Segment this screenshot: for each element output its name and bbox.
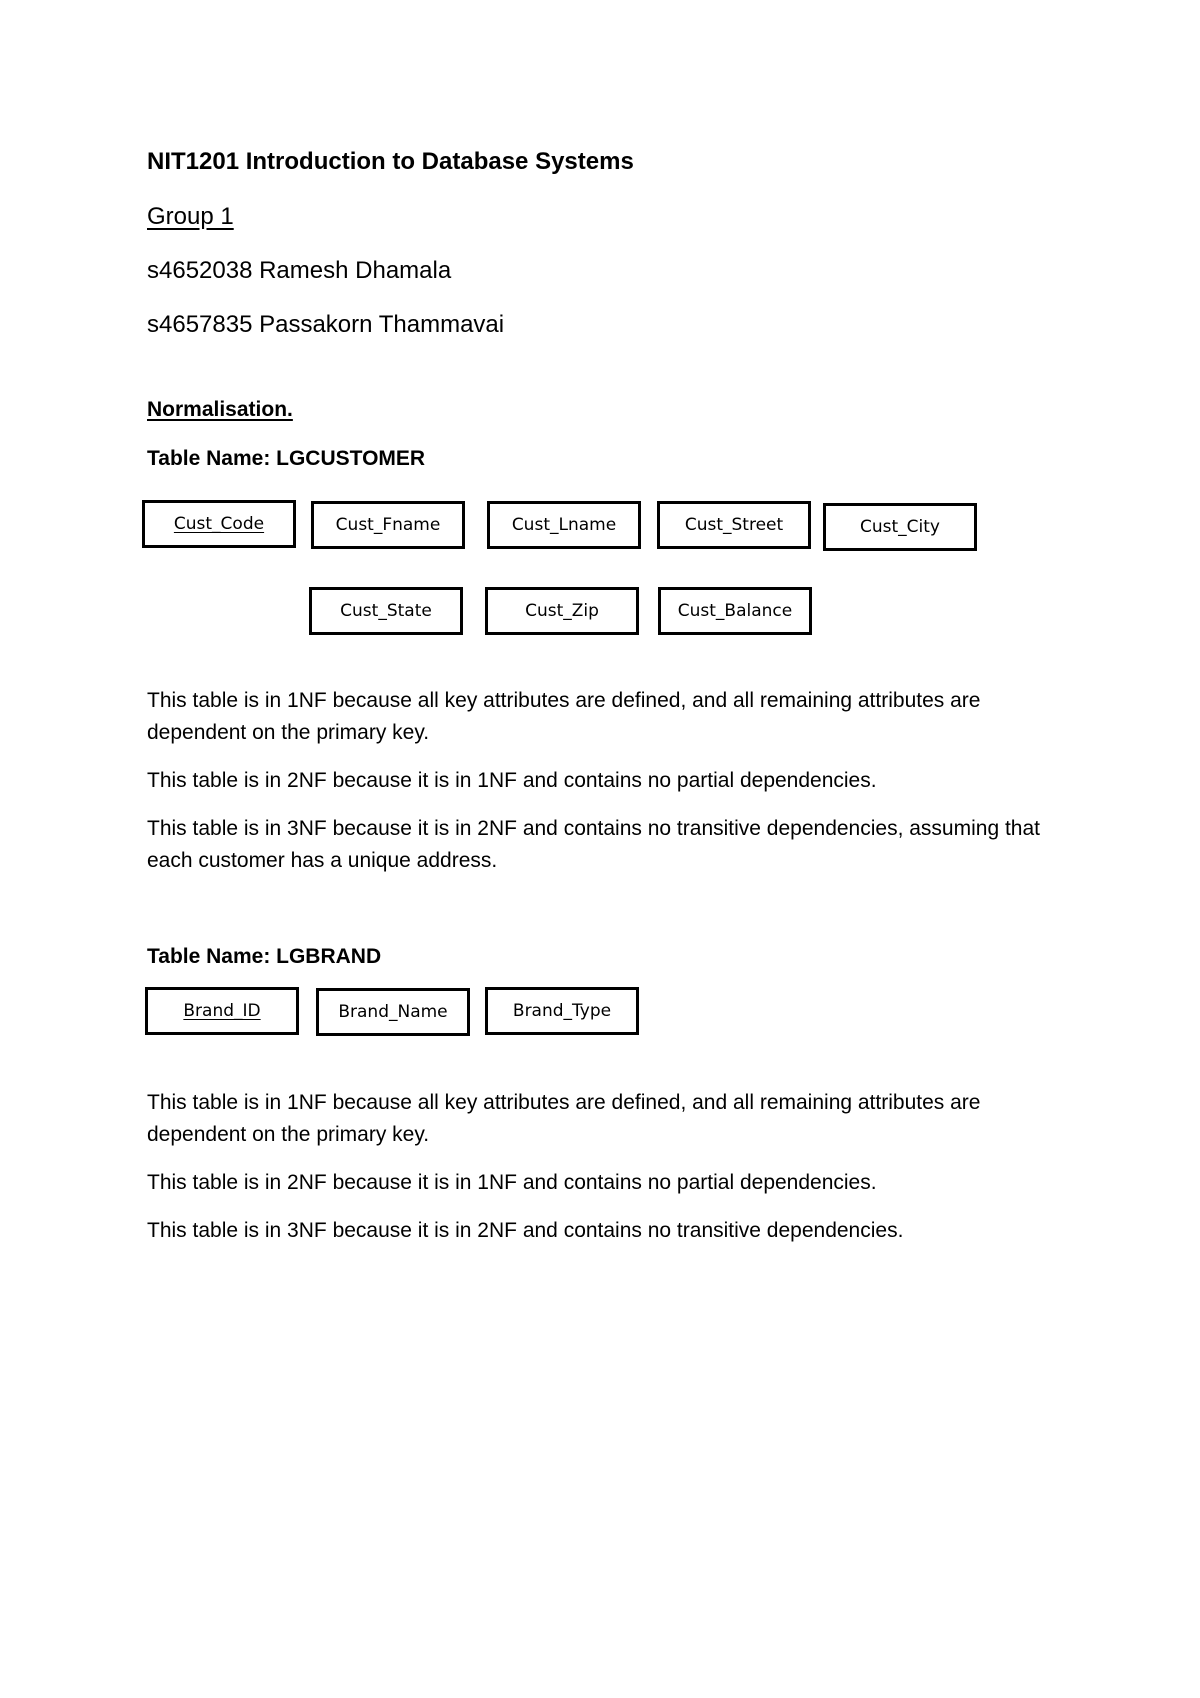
lgbrand-3nf-paragraph: This table is in 3NF because it is in 2NF and contains no transitive dependencies.: [147, 1219, 904, 1242]
attribute-label: Cust_State: [340, 601, 432, 621]
attribute-box-cust-fname: [311, 501, 465, 549]
table-name-lgcustomer: Table Name: LGCUSTOMER: [147, 447, 426, 470]
course-title: NIT1201 Introduction to Database Systems: [147, 148, 634, 175]
attribute-label: Cust_Zip: [525, 601, 599, 621]
attribute-box-cust-city: [823, 503, 977, 551]
lgbrand-1nf-paragraph: This table is in 1NF because all key attributes are defined, and all remaining attributes are dependent on the primary key.: [147, 1091, 981, 1146]
attribute-label: Cust_Street: [684, 515, 784, 535]
attribute-label: Cust_Code: [173, 514, 265, 534]
section-heading: Normalisation.: [147, 398, 293, 421]
table-name-lgbrand: Table Name: LGBRAND: [147, 945, 382, 968]
attribute-box-brand-type: [485, 987, 639, 1035]
lgcustomer-2nf-paragraph: This table is in 2NF because it is in 1NF and contains no partial dependencies.: [147, 769, 877, 792]
group-member: s4652038 Ramesh Dhamala: [147, 257, 452, 284]
attribute-label: Brand_Type: [512, 1001, 612, 1021]
attribute-label: Brand_Name: [338, 1002, 448, 1022]
group-label: Group 1: [147, 203, 234, 230]
attribute-label: Brand_ID: [183, 1001, 261, 1021]
lgcustomer-1nf-paragraph: This table is in 1NF because all key attributes are defined, and all remaining attributes are dependent on the primary key.: [147, 689, 981, 744]
attribute-label: Cust_Lname: [511, 515, 617, 535]
attribute-box-cust-balance: [658, 587, 812, 635]
attribute-box-cust-zip: [485, 587, 639, 635]
lgcustomer-3nf-paragraph: This table is in 3NF because it is in 2NF and contains no transitive dependencies, assuming that each customer has a unique address.: [147, 817, 1040, 872]
attribute-label: Cust_City: [860, 517, 940, 537]
attribute-label: Cust_Fname: [335, 515, 441, 535]
attribute-box-brand-name: [316, 988, 470, 1036]
attribute-box-brand-id: [145, 987, 299, 1035]
attribute-label: Cust_Balance: [677, 601, 793, 621]
attribute-box-cust-lname: [487, 501, 641, 549]
group-member: s4657835 Passakorn Thammavai: [147, 311, 505, 338]
lgbrand-2nf-paragraph: This table is in 2NF because it is in 1NF and contains no partial dependencies.: [147, 1171, 877, 1194]
attribute-box-cust-code: [142, 500, 296, 548]
attribute-box-cust-state: [309, 587, 463, 635]
attribute-box-cust-street: [657, 501, 811, 549]
